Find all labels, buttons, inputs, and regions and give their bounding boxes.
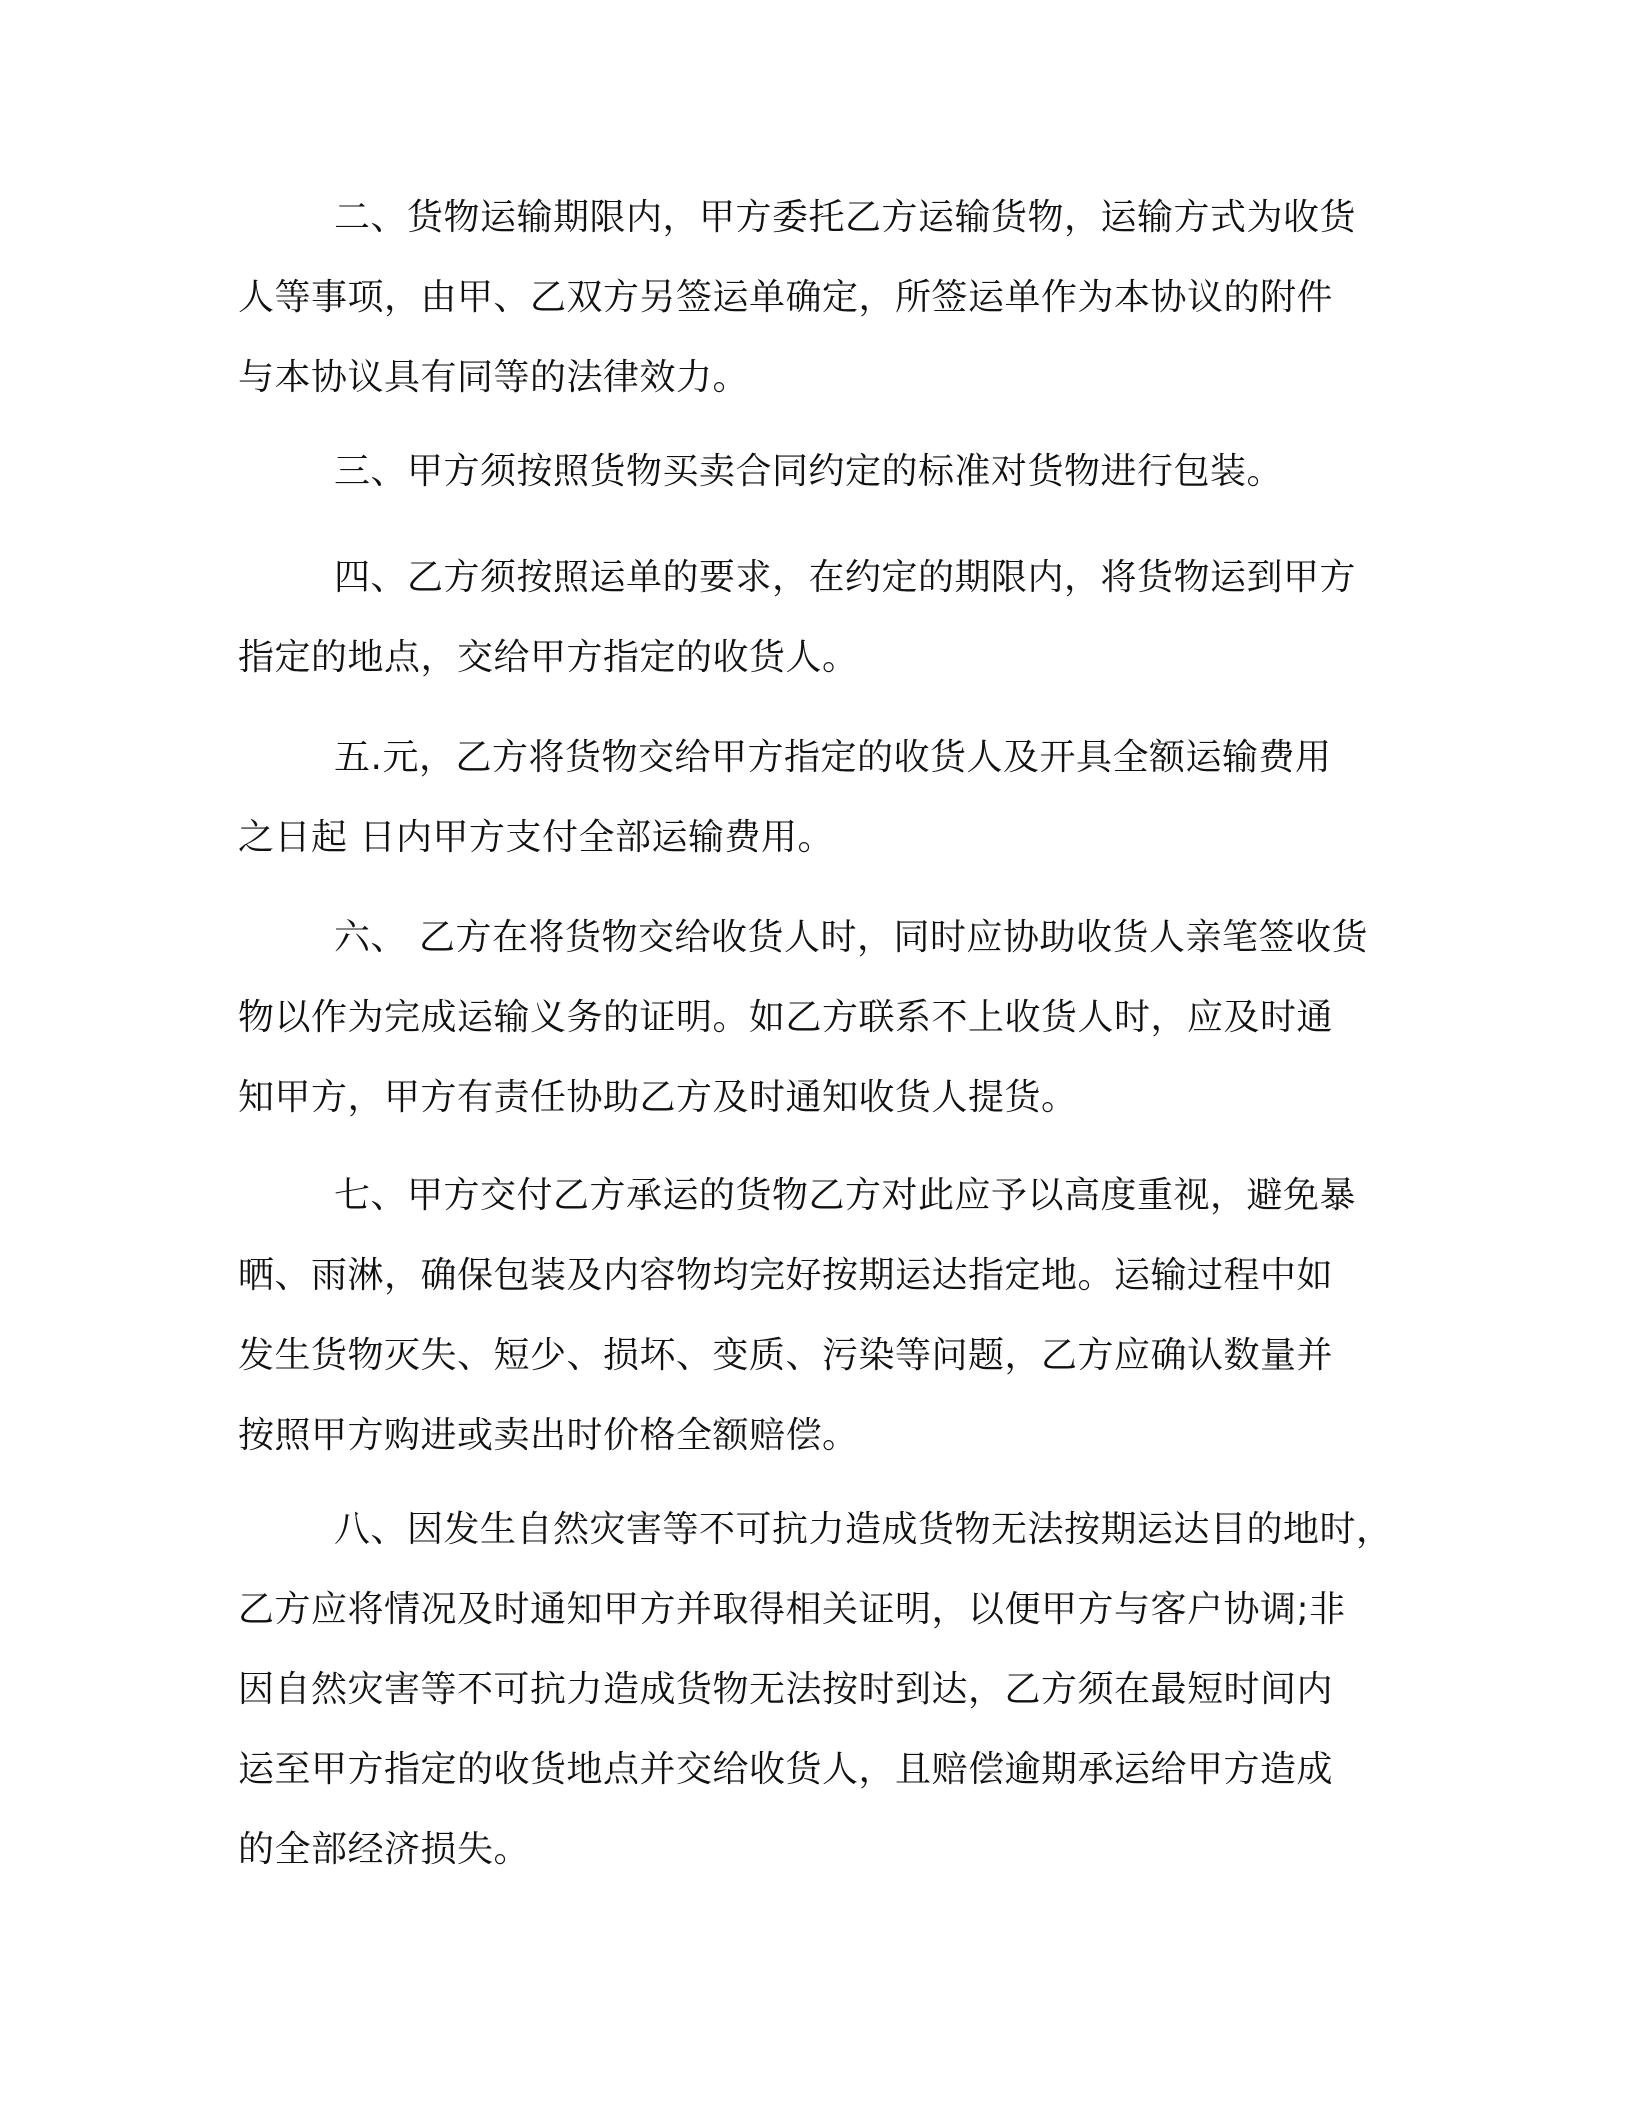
paragraph-line: 物以作为完成运输义务的证明。如乙方联系不上收货人时，应及时通 [238,997,1334,1038]
paragraph-4 [238,538,1398,698]
paragraph-line: 八、因发生自然灾害等不可抗力造成货物无法按期运达目的地时， [334,1509,1393,1550]
paragraph-line: 二、货物运输期限内，甲方委托乙方运输货物，运输方式为收货 [334,197,1357,238]
paragraph-3 [238,432,1398,512]
paragraph-line: 六、 乙方在将货物交给收货人时，同时应协助收货人亲笔签收货 [334,917,1368,958]
paragraph-line: 四、乙方须按照运单的要求，在约定的期限内，将货物运到甲方 [334,557,1357,598]
paragraph-line: 运至甲方指定的收货地点并交给收货人，且赔偿逾期承运给甲方造成 [238,1749,1334,1790]
paragraph-7 [238,1156,1398,1476]
paragraph-2 [238,178,1398,418]
paragraph-line: 发生货物灭失、短少、损坏、变质、污染等问题，乙方应确认数量并 [238,1335,1334,1376]
paragraph-6 [238,898,1398,1138]
paragraph-line: 知甲方，甲方有责任协助乙方及时通知收货人提货。 [238,1077,1078,1118]
paragraph-line: 晒、雨淋，确保包装及内容物均完好按期运达指定地。运输过程中如 [238,1255,1334,1296]
paragraph-line: 三、甲方须按照货物买卖合同约定的标准对货物进行包装。 [334,451,1284,492]
paragraph-line: 因自然灾害等不可抗力造成货物无法按时到达，乙方须在最短时间内 [238,1669,1334,1710]
paragraph-line: 之日起 日内甲方支付全部运输费用。 [238,817,834,858]
paragraph-line: 指定的地点，交给甲方指定的收货人。 [238,637,859,678]
paragraph-line: 人等事项，由甲、乙双方另签运单确定，所签运单作为本协议的附件 [238,277,1334,318]
paragraph-line: 与本协议具有同等的法律效力。 [238,357,750,398]
paragraph-line: 五.元，乙方将货物交给甲方指定的收货人及开具全额运输费用 [334,737,1332,778]
paragraph-8 [238,1490,1398,1890]
paragraph-line: 七、甲方交付乙方承运的货物乙方对此应予以高度重视，避免暴 [334,1175,1357,1216]
paragraph-line: 按照甲方购进或卖出时价格全额赔偿。 [238,1415,859,1456]
paragraph-line: 的全部经济损失。 [238,1829,531,1870]
paragraph-line: 乙方应将情况及时通知甲方并取得相关证明，以便甲方与客户协调;非 [238,1589,1346,1630]
paragraph-5 [238,718,1398,878]
